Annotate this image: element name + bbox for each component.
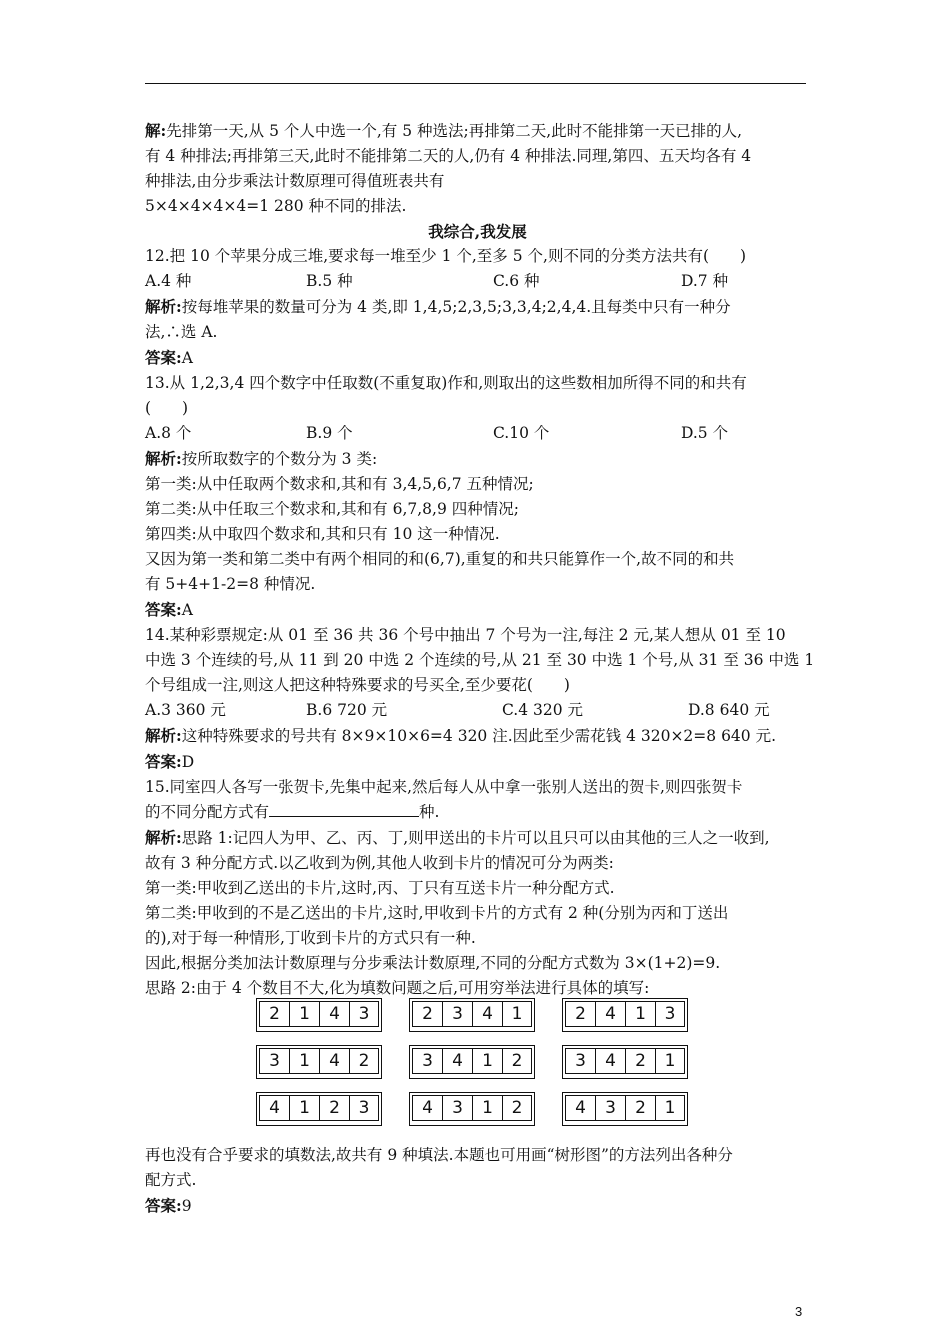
- q13-option-d: D.5 个: [681, 424, 729, 442]
- q13-analysis-5: 又因为第一类和第二类中有两个相同的和(6,7),重复的和共只能算作一个,故不同的和共: [145, 550, 735, 568]
- filling-cell: 1: [472, 1095, 502, 1121]
- q15-stem-1: 15.同室四人各写一张贺卡,先集中起来,然后每人从中拿一张别人送出的贺卡,则四张贺卡: [145, 778, 743, 796]
- filling-box: [409, 1092, 535, 1126]
- filling-cell: 2: [502, 1048, 532, 1074]
- filling-cell: 3: [655, 1001, 685, 1027]
- filling-cell: 4: [319, 1048, 349, 1074]
- q14-option-d: D.8 640 元: [688, 701, 770, 719]
- q13-option-a: A.8 个: [145, 424, 192, 442]
- solution-11-line-1: 解:先排第一天,从 5 个人中选一个,有 5 种选法;再排第二天,此时不能排第一天已排的人,: [145, 121, 743, 140]
- filling-cell: 4: [412, 1095, 442, 1121]
- q14-analysis-1: 解析:这种特殊要求的号共有 8×9×10×6=4 320 注.因此至少需花钱 4 320×2=8 640 元.: [145, 726, 777, 745]
- q13-analysis-3: 第二类:从中任取三个数求和,其和有 6,7,8,9 四种情况;: [145, 500, 519, 518]
- filling-cell: 4: [442, 1048, 472, 1074]
- q15-analysis-4: 第二类:甲收到的不是乙送出的卡片,这时,甲收到卡片的方式有 2 种(分别为丙和丁送出: [145, 904, 729, 922]
- q13-analysis-4: 第四类:从中取四个数求和,其和只有 10 这一种情况.: [145, 525, 500, 543]
- filling-cell: 3: [412, 1048, 442, 1074]
- filling-cell: 4: [472, 1001, 502, 1027]
- filling-box: [256, 1045, 382, 1079]
- solution-11-line-4: 5×4×4×4×4=1 280 种不同的排法.: [145, 197, 407, 215]
- answer-blank: [269, 800, 419, 817]
- q12-answer: 答案:A: [145, 348, 193, 367]
- q15-analysis-1: 解析:思路 1:记四人为甲、乙、丙、丁,则甲送出的卡片可以且只可以由其他的三人之一收到,: [145, 828, 770, 847]
- q14-option-a: A.3 360 元: [145, 701, 226, 719]
- q14-option-b: B.6 720 元: [306, 701, 388, 719]
- q15-conclusion: [145, 1143, 810, 1219]
- q12-option-d: D.7 种: [681, 272, 729, 290]
- q12-analysis-1: 解析:按每堆苹果的数量可分为 4 类,即 1,4,5;2,3,5;3,3,4;2,4,4.且每类中只有一种分: [145, 297, 731, 316]
- q13-analysis-6: 有 5+4+1-2=8 种情况.: [145, 575, 316, 593]
- filling-cell: 2: [565, 1001, 595, 1027]
- filling-cell: 4: [259, 1095, 289, 1121]
- filling-cell: 1: [625, 1001, 655, 1027]
- filling-cell: 3: [349, 1001, 379, 1027]
- q12-option-b: B.5 种: [306, 272, 353, 290]
- header-rule: [145, 83, 806, 84]
- page-number: 3: [795, 1304, 803, 1319]
- filling-box: [256, 1092, 382, 1126]
- filling-box: [562, 1045, 688, 1079]
- filling-cell: 2: [625, 1095, 655, 1121]
- filling-cell: 2: [502, 1095, 532, 1121]
- q13-analysis-1: 解析:按所取数字的个数分为 3 类:: [145, 449, 378, 468]
- filling-cell: 3: [349, 1095, 379, 1121]
- filling-cell: 3: [565, 1048, 595, 1074]
- q15-analysis-7: 思路 2:由于 4 个数目不大,化为填数问题之后,可用穷举法进行具体的填写:: [145, 979, 650, 997]
- q15-after-1: 再也没有合乎要求的填数法,故共有 9 种填法.本题也可用画“树形图”的方法列出各种分: [145, 1146, 733, 1164]
- page-content: [145, 118, 815, 1001]
- q13-option-b: B.9 个: [306, 424, 353, 442]
- filling-cell: 1: [289, 1095, 319, 1121]
- q15-after-2: 配方式.: [145, 1171, 197, 1189]
- filling-cell: 2: [259, 1001, 289, 1027]
- q15-analysis-6: 因此,根据分类加法计数原理与分步乘法计数原理,不同的分配方式数为 3×(1+2)=9.: [145, 954, 721, 972]
- filling-cell: 1: [655, 1048, 685, 1074]
- q12-analysis-2: 法,∴选 A.: [145, 323, 218, 341]
- q12-stem: 12.把 10 个苹果分成三堆,要求每一堆至少 1 个,至多 5 个,则不同的分类方法共有( ): [145, 247, 747, 265]
- filling-cell: 3: [442, 1001, 472, 1027]
- filling-cell: 2: [412, 1001, 442, 1027]
- q14-option-c: C.4 320 元: [502, 701, 584, 719]
- q14-stem-2: 中选 3 个连续的号,从 11 到 20 中选 2 个连续的号,从 21 至 30 中选 1 个号,从 31 至 36 中选 1: [145, 651, 815, 669]
- filling-cell: 1: [502, 1001, 532, 1027]
- section-heading: 我综合,我发展: [428, 222, 527, 241]
- q14-stem-1: 14.某种彩票规定:从 01 至 36 共 36 个号中抽出 7 个号为一注,每注 2 元,某人想从 01 至 10: [145, 626, 786, 644]
- filling-box: [562, 998, 688, 1032]
- q14-options: [145, 698, 810, 723]
- filling-cell: 1: [655, 1095, 685, 1121]
- filling-cell: 4: [595, 1048, 625, 1074]
- q13-analysis-2: 第一类:从中任取两个数求和,其和有 3,4,5,6,7 五种情况;: [145, 475, 534, 493]
- q15-analysis-5: 的),对于每一种情形,丁收到卡片的方式只有一种.: [145, 929, 476, 947]
- q13-options: [145, 421, 810, 446]
- q13-stem-1: 13.从 1,2,3,4 四个数字中任取数(不重复取)作和,则取出的这些数相加所得不同的和共有: [145, 374, 747, 392]
- filling-box: [409, 1045, 535, 1079]
- filling-box: [256, 998, 382, 1032]
- solution-11-line-3: 种排法,由分步乘法计数原理可得值班表共有: [145, 172, 445, 190]
- filling-cell: 1: [289, 1001, 319, 1027]
- filling-cell: 1: [289, 1048, 319, 1074]
- q14-answer: 答案:D: [145, 752, 195, 771]
- q13-option-c: C.10 个: [493, 424, 550, 442]
- filling-cell: 3: [595, 1095, 625, 1121]
- filling-cell: 3: [259, 1048, 289, 1074]
- q15-stem-2: 的不同分配方式有 种.: [145, 800, 810, 825]
- q14-stem-3: 个号组成一注,则这人把这种特殊要求的号买全,至少要花( ): [145, 676, 570, 694]
- q12-option-c: C.6 种: [493, 272, 540, 290]
- filling-cell: 4: [319, 1001, 349, 1027]
- filling-cell: 4: [595, 1001, 625, 1027]
- filling-cell: 3: [442, 1095, 472, 1121]
- solution-11-line-2: 有 4 种排法;再排第三天,此时不能排第二天的人,仍有 4 种排法.同理,第四、五天均各有 4: [145, 147, 752, 165]
- q12-options: [145, 269, 810, 294]
- q15-analysis-3: 第一类:甲收到乙送出的卡片,这时,丙、丁只有互送卡片一种分配方式.: [145, 879, 615, 897]
- filling-cell: 1: [472, 1048, 502, 1074]
- filling-box: [409, 998, 535, 1032]
- filling-cell: 2: [319, 1095, 349, 1121]
- filling-cell: 2: [349, 1048, 379, 1074]
- filling-cell: 2: [625, 1048, 655, 1074]
- filling-box: [562, 1092, 688, 1126]
- q12-option-a: A.4 种: [145, 272, 192, 290]
- q13-answer: 答案:A: [145, 600, 193, 619]
- q15-analysis-2: 故有 3 种分配方式.以乙收到为例,其他人收到卡片的情况可分为两类:: [145, 854, 614, 872]
- filling-cell: 4: [565, 1095, 595, 1121]
- q13-stem-2: ( ): [145, 399, 189, 417]
- q15-answer: 答案:9: [145, 1196, 192, 1215]
